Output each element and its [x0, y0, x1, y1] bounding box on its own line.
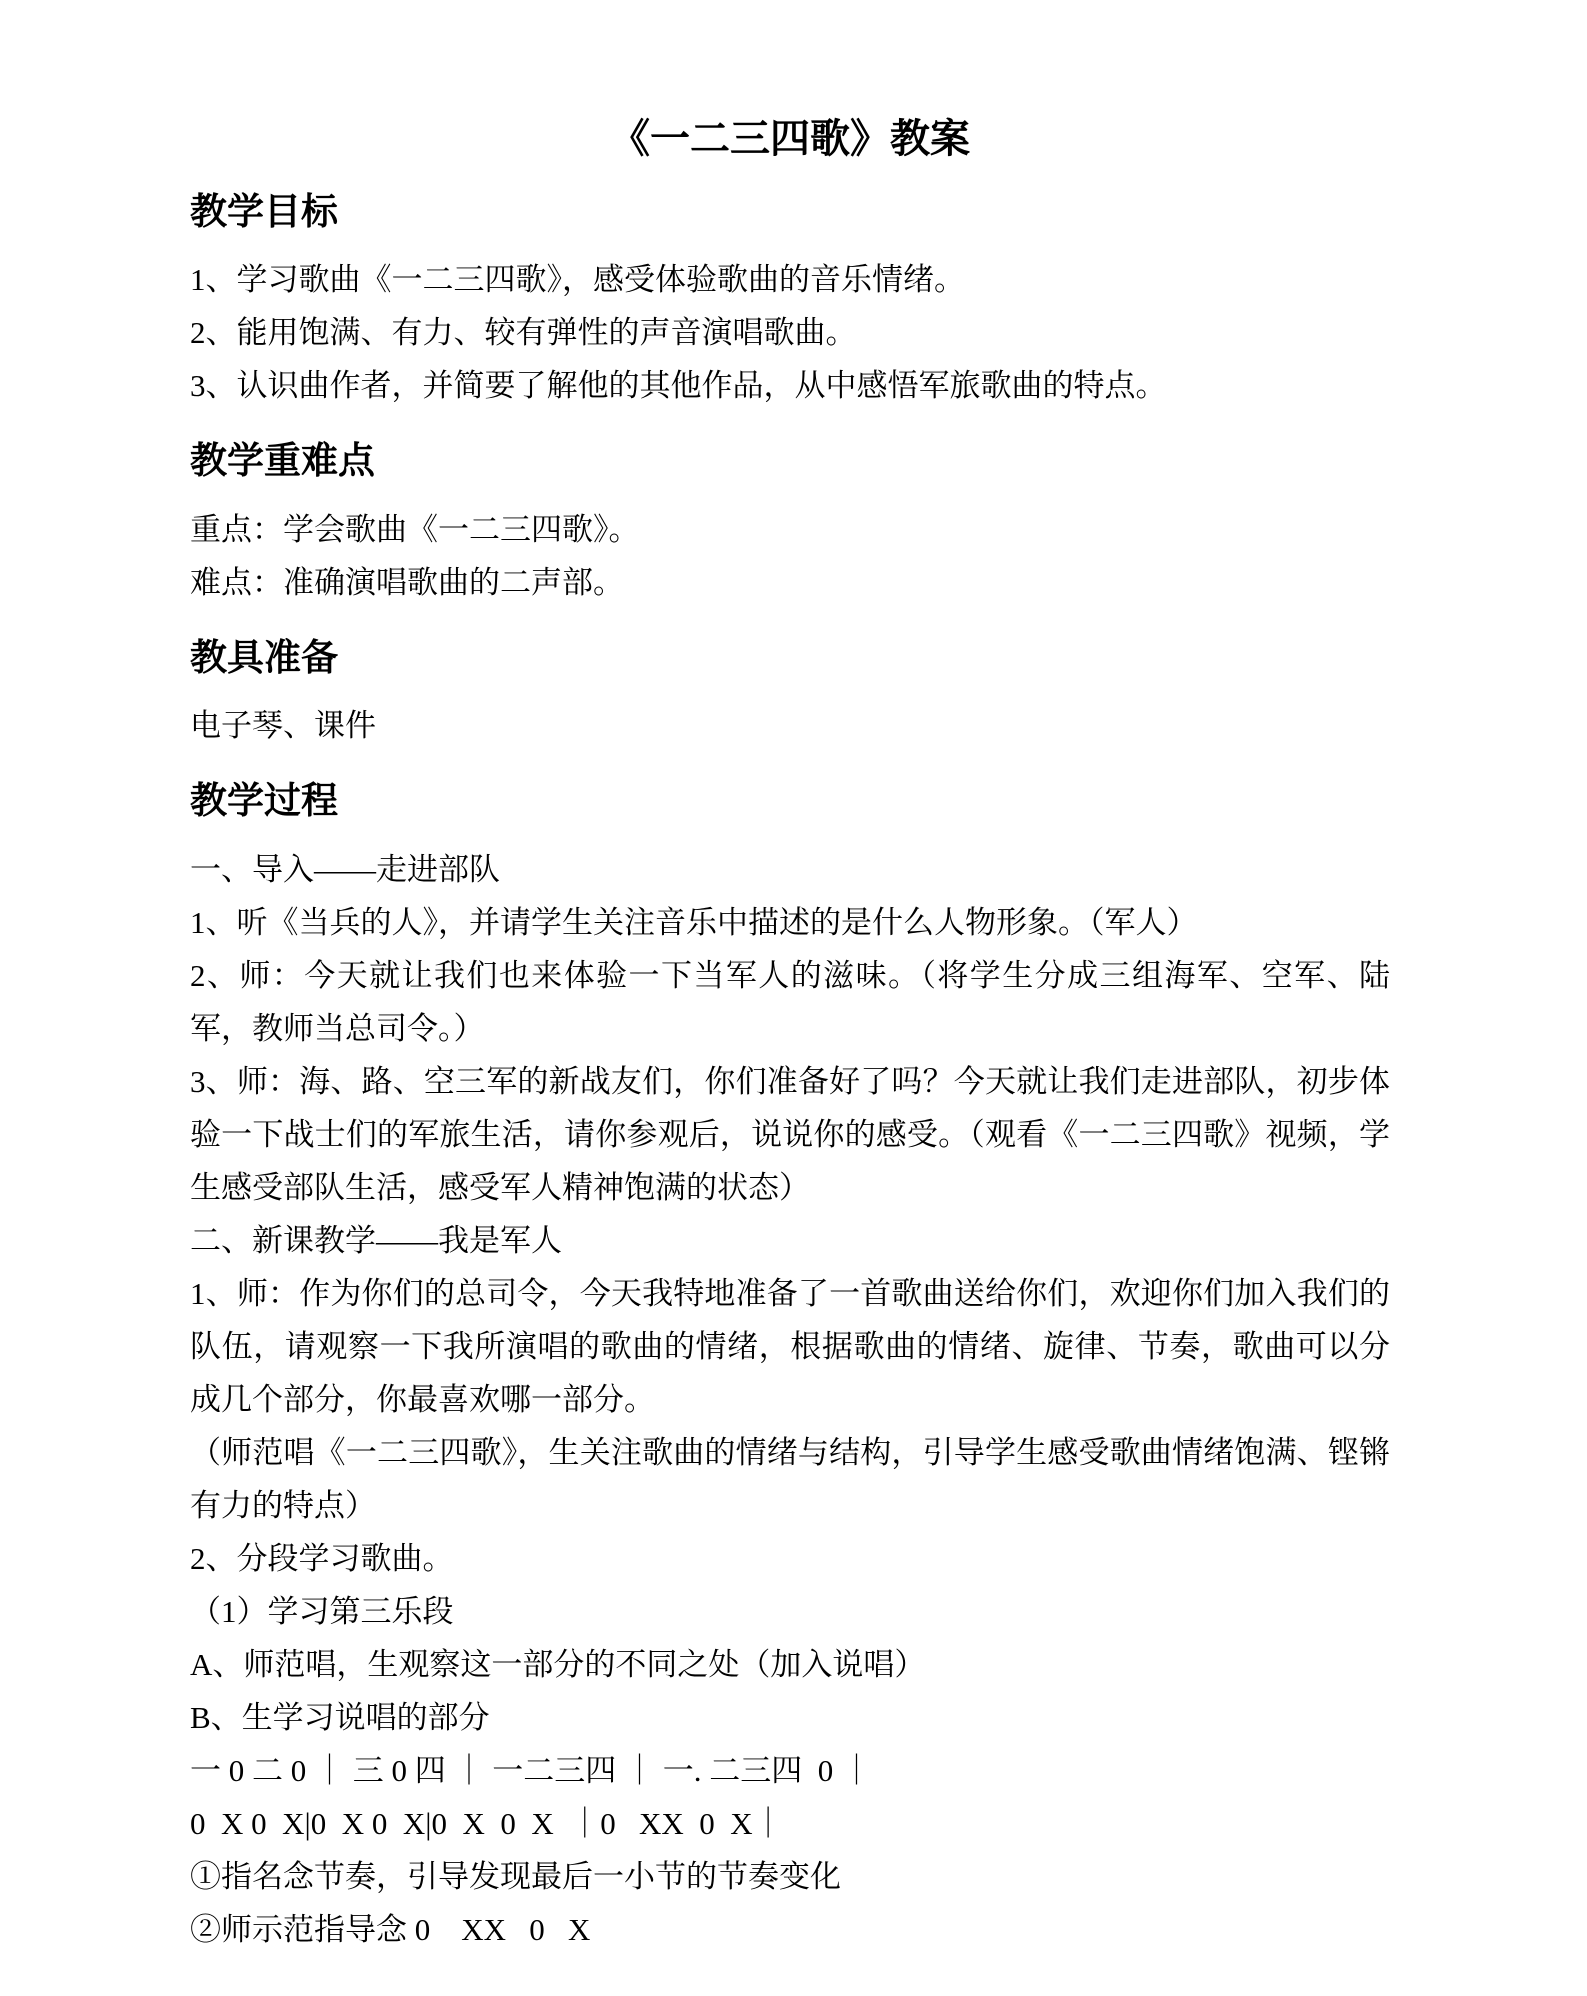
paragraph: 2、师：今天就让我们也来体验一下当军人的滋味。（将学生分成三组海军、空军、陆军，教师当总司令。） — [190, 957, 1390, 1046]
paragraph: B、生学习说唱的部分 — [190, 1699, 490, 1735]
paragraph: 一、导入——走进部队 — [190, 851, 500, 887]
paragraph: 1、听《当兵的人》，并请学生关注音乐中描述的是什么人物形象。（军人） — [190, 904, 1198, 940]
paragraph: 3、师：海、路、空三军的新战友们，你们准备好了吗？今天就让我们走进部队，初步体验一下战士们的军旅生活，请你参观后，说说你的感受。（观看《一二三四歌》视频，学生感受部队生活，感受军人精神饱满的状态） — [190, 1063, 1390, 1205]
section-heading-teaching-aids: 教具准备 — [190, 637, 338, 679]
rhythm-notation-line: 0 X 0 X|0 X 0 X|0 X 0 X ｜0 XX 0 X｜ — [190, 1805, 784, 1841]
rhythm-notation-line: 一 0 二 0 ｜ 三 0 四 ｜ 一二三四 ｜ 一. 二三四 0 ｜ — [190, 1752, 872, 1788]
paragraph: ①指名念节奏，引导发现最后一小节的节奏变化 — [190, 1858, 841, 1894]
paragraph: 1、师：作为你们的总司令，今天我特地准备了一首歌曲送给你们，欢迎你们加入我们的队伍，请观察一下我所演唱的歌曲的情绪，根据歌曲的情绪、旋律、节奏，歌曲可以分成几个部分，你最喜欢哪一部分。 — [190, 1275, 1390, 1417]
section-heading-teaching-process: 教学过程 — [190, 781, 338, 823]
document-title: 《一二三四歌》教案 — [610, 116, 970, 161]
paragraph: 重点：学会歌曲《一二三四歌》。 — [190, 511, 640, 547]
paragraph: 2、分段学习歌曲。 — [190, 1540, 454, 1576]
paragraph: 3、认识曲作者，并简要了解他的其他作品，从中感悟军旅歌曲的特点。 — [190, 368, 1167, 404]
paragraph: 二、新课教学——我是军人 — [190, 1222, 562, 1258]
paragraph: （师范唱《一二三四歌》，生关注歌曲的情绪与结构，引导学生感受歌曲情绪饱满、铿锵有力的特点） — [190, 1434, 1390, 1523]
paragraph: 电子琴、课件 — [190, 708, 376, 744]
paragraph: 1、学习歌曲《一二三四歌》，感受体验歌曲的音乐情绪。 — [190, 262, 965, 298]
paragraph: A、师范唱，生观察这一部分的不同之处（加入说唱） — [190, 1646, 926, 1682]
paragraph: ②师示范指导念 0 XX 0 X — [190, 1911, 591, 1947]
paragraph: 2、能用饱满、有力、较有弹性的声音演唱歌曲。 — [190, 315, 857, 351]
paragraph: 难点：准确演唱歌曲的二声部。 — [190, 564, 624, 600]
section-heading-objectives: 教学目标 — [190, 192, 338, 233]
section-heading-key-difficult-points: 教学重难点 — [190, 441, 375, 483]
paragraph: （1）学习第三乐段 — [190, 1593, 454, 1629]
